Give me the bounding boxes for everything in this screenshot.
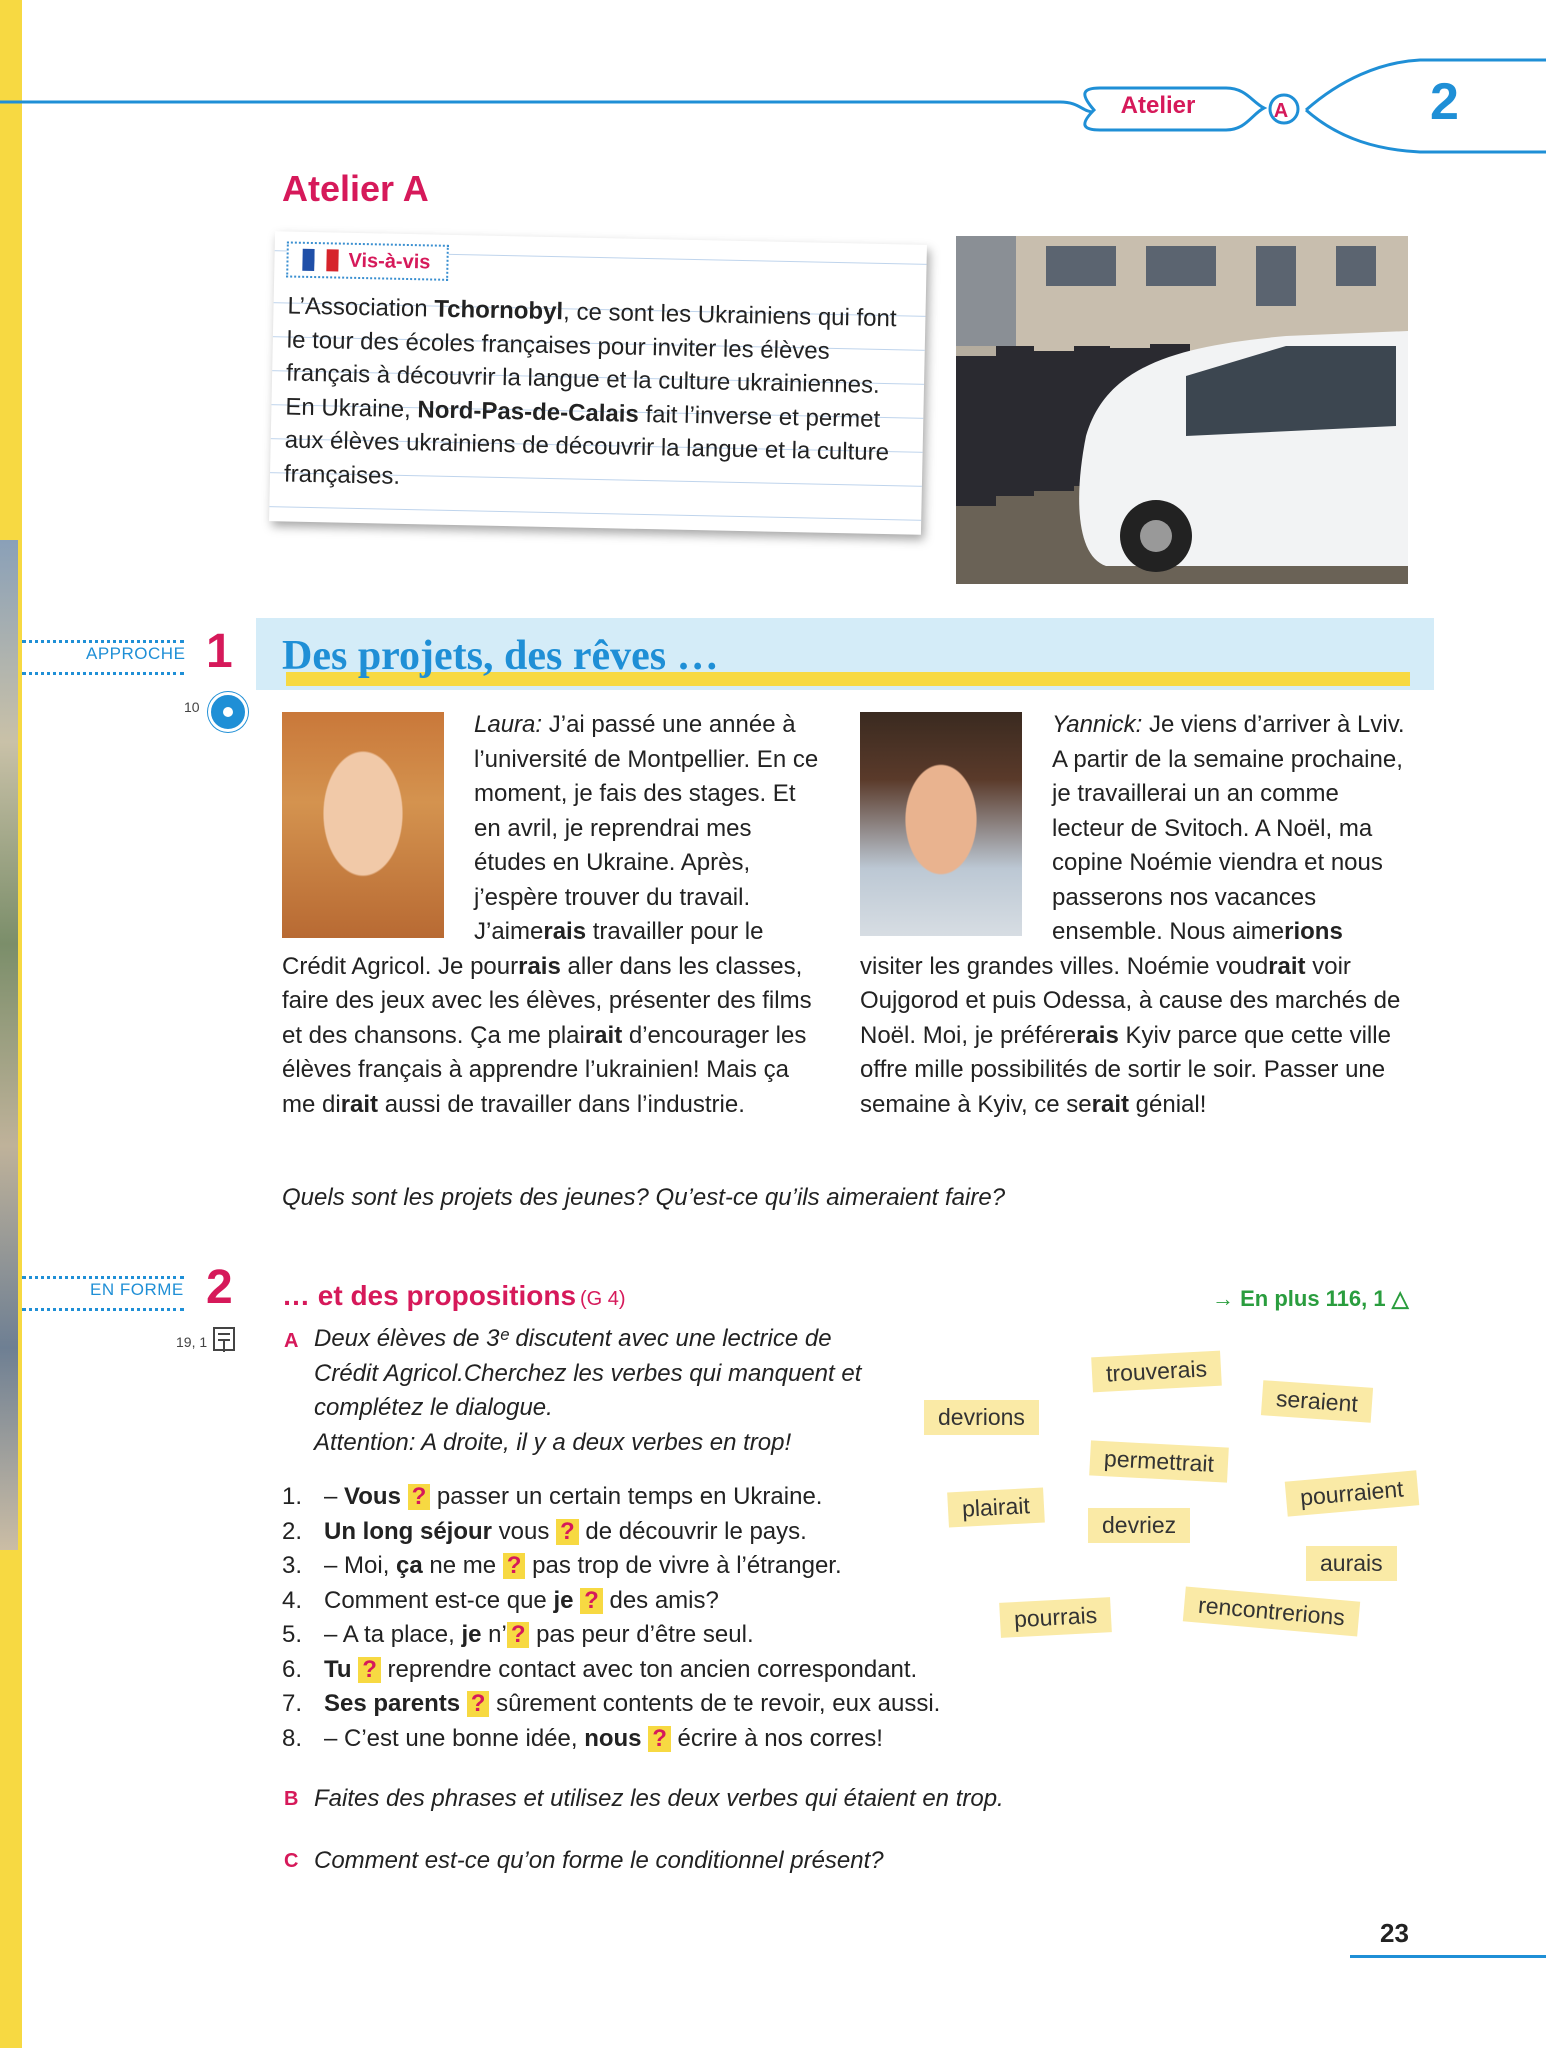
exercise-number: 5.: [282, 1621, 303, 1648]
en-plus-reference[interactable]: → En plus 116, 1 △: [1212, 1286, 1409, 1311]
task-a-letter: A: [284, 1330, 299, 1352]
workbook-glyph: [212, 1326, 238, 1354]
exercise-item: [282, 1480, 1042, 1515]
section2-label: EN FORME: [90, 1280, 184, 1299]
yannick-name: Yannick:: [1052, 711, 1143, 738]
word-bank-item[interactable]: devrions: [924, 1400, 1039, 1435]
vis-a-vis-card: [269, 231, 927, 535]
exercise-sentence: – C’est une bonne idée, nous ? écrire à nos corres!: [324, 1724, 883, 1752]
task-b-letter: B: [284, 1788, 299, 1810]
blank-marker[interactable]: ?: [507, 1622, 530, 1648]
word-bank-item[interactable]: pourraient: [1285, 1470, 1419, 1516]
section1-dotted-line: [22, 640, 184, 643]
word-bank-item[interactable]: devriez: [1088, 1508, 1190, 1543]
exercise-sentence: – Moi, ça ne me ? pas trop de vivre à l’étranger.: [324, 1552, 842, 1579]
exercise-sentence: – Vous ? passer un certain temps en Ukraine.: [324, 1483, 823, 1510]
word-bank-item[interactable]: trouverais: [1091, 1351, 1222, 1393]
laura-text: Laura: J’ai passé une année à l’université de Montpellier. En ce moment, je fais des stages. Et en avril, je reprendrai mes études en Ukraine. Après, j’espère trouver du travail. J’aimerais travailler pour le Crédit Agricol. Je pourrais aller dans les classes, faire des jeux avec les élèves, présenter des films et des chansons. Ça me plairait d’encourager les élèves français à apprendre l’ukrainien! Mais ça me dirait aussi de travailler dans l’industrie.: [282, 711, 819, 1118]
flag-blue: [302, 249, 314, 271]
header-atelier-letter: A: [1273, 100, 1289, 122]
blank-marker[interactable]: ?: [648, 1726, 671, 1752]
exercise-number: 2.: [282, 1517, 303, 1545]
page-number: 23: [1380, 1918, 1409, 1948]
blank-marker[interactable]: ?: [556, 1519, 579, 1545]
exercise-number: 4.: [282, 1586, 303, 1614]
word-bank-item[interactable]: seraient: [1261, 1380, 1373, 1423]
group-photo: [956, 236, 1408, 584]
vis-a-vis-text: L’Association Tchornobyl, ce sont les Ukrainiens qui font le tour des écoles françaises pour inviter les élèves français à découvrir la langue et la culture ukrainiennes. En Ukraine, Nord-Pas-de-Calais fait l’inverse et permet aux élèves ukrainiens de découvrir la langue et la culture françaises.: [283, 292, 897, 490]
exercise-number: 6.: [282, 1655, 303, 1683]
section2-title: … et des propositions: [282, 1280, 577, 1311]
exercise-sentence: Comment est-ce que je ? des amis?: [324, 1586, 719, 1614]
exercise-number: 8.: [282, 1724, 303, 1752]
blank-marker[interactable]: ?: [580, 1588, 603, 1614]
blank-marker[interactable]: ?: [467, 1691, 490, 1717]
blank-marker[interactable]: ?: [503, 1553, 526, 1579]
exercise-sentence: – A ta place, je n’ ? pas peur d’être seul.: [324, 1621, 754, 1648]
section1-title: Des projets, des rêves …: [282, 633, 719, 679]
exercise-sentence: Un long séjour vous ? de découvrir le pays.: [324, 1517, 807, 1545]
exercise-item: [282, 1549, 1042, 1584]
exercise-item: [282, 1618, 1042, 1653]
section1-question: Quels sont les projets des jeunes? Qu’est-ce qu’ils aimeraient faire?: [282, 1184, 1006, 1211]
audio-track-number: 10: [184, 699, 200, 715]
exercise-item: [282, 1584, 1042, 1619]
exercise-item: [282, 1653, 1042, 1688]
blank-marker[interactable]: ?: [358, 1657, 381, 1683]
header-ribbon: [0, 50, 1546, 160]
word-bank-item[interactable]: permettrait: [1089, 1440, 1229, 1482]
task-a-instructions: Deux élèves de 3ᵉ discutent avec une lectrice de Crédit Agricol.Cherchez les verbes qui manquent et complétez le dialogue. Attention: A droite, il y a deux verbes en trop!: [314, 1325, 862, 1456]
flag-red: [326, 249, 338, 271]
word-bank-item[interactable]: plairait: [947, 1488, 1044, 1528]
page-number-rule: [1350, 1955, 1546, 1958]
exercise-number: 7.: [282, 1690, 303, 1717]
yannick-text: Yannick: Je viens d’arriver à Lviv. A partir de la semaine prochaine, je travaillerai un an comme lecteur de Svitoch. A Noël, ma copine Noémie viendra et nous passerons nos vacances ensemble. Nous aimerions visiter les grandes villes. Noémie voudrait voir Oujgorod et puis Odessa, à cause des marchés de Noël. Moi, je préférerais Kyiv parce que cette ville offre mille possibilités de sortir le soir. Passer une semaine à Kyiv, ce serait génial!: [860, 711, 1405, 1118]
header-atelier-label: Atelier: [1120, 92, 1196, 119]
audio-cd-icon[interactable]: [208, 692, 248, 732]
section1-dotted-line-lower: [22, 672, 184, 675]
laura-name: Laura:: [474, 711, 543, 738]
blank-marker[interactable]: ?: [408, 1484, 431, 1510]
group-photo-illustration: [956, 236, 1408, 584]
section2-dotted-line: [22, 1276, 184, 1279]
section1-label: APPROCHE: [86, 644, 186, 663]
vis-a-vis-tab: [286, 241, 449, 280]
vis-a-vis-label: Vis-à-vis: [348, 249, 431, 273]
section1-number: 1: [206, 625, 233, 678]
flag-white: [314, 249, 326, 271]
section2-dotted-line-lower: [22, 1308, 184, 1311]
section2-number: 2: [206, 1261, 233, 1314]
grammar-reference: (G 4): [580, 1288, 626, 1310]
french-flag-icon: [302, 249, 338, 272]
chapter-number: 2: [1430, 73, 1459, 131]
exercise-item: [282, 1515, 1042, 1550]
task-c-text: Comment est-ce qu’on forme le conditionnel présent?: [314, 1847, 884, 1874]
exercise-number: 1.: [282, 1483, 303, 1510]
left-edge-photo: [0, 540, 18, 1550]
workbook-reference: 19, 1: [176, 1334, 208, 1350]
exercise-item: [282, 1722, 1042, 1757]
exercise-list: [282, 1480, 1042, 1756]
exercise-sentence: Ses parents ? sûrement contents de te revoir, eux aussi.: [324, 1690, 941, 1717]
word-bank-item[interactable]: aurais: [1306, 1546, 1397, 1581]
workbook-icon: [212, 1326, 238, 1360]
page-title: Atelier A: [282, 168, 429, 209]
task-c-letter: C: [284, 1850, 299, 1872]
exercise-number: 3.: [282, 1552, 303, 1579]
task-b-text: Faites des phrases et utilisez les deux verbes qui étaient en trop.: [314, 1785, 1004, 1812]
word-bank-item[interactable]: pourrais: [999, 1597, 1112, 1638]
exercise-sentence: Tu ? reprendre contact avec ton ancien correspondant.: [324, 1655, 918, 1683]
exercise-item: [282, 1687, 1042, 1722]
word-bank-item[interactable]: rencontrerions: [1183, 1586, 1360, 1636]
